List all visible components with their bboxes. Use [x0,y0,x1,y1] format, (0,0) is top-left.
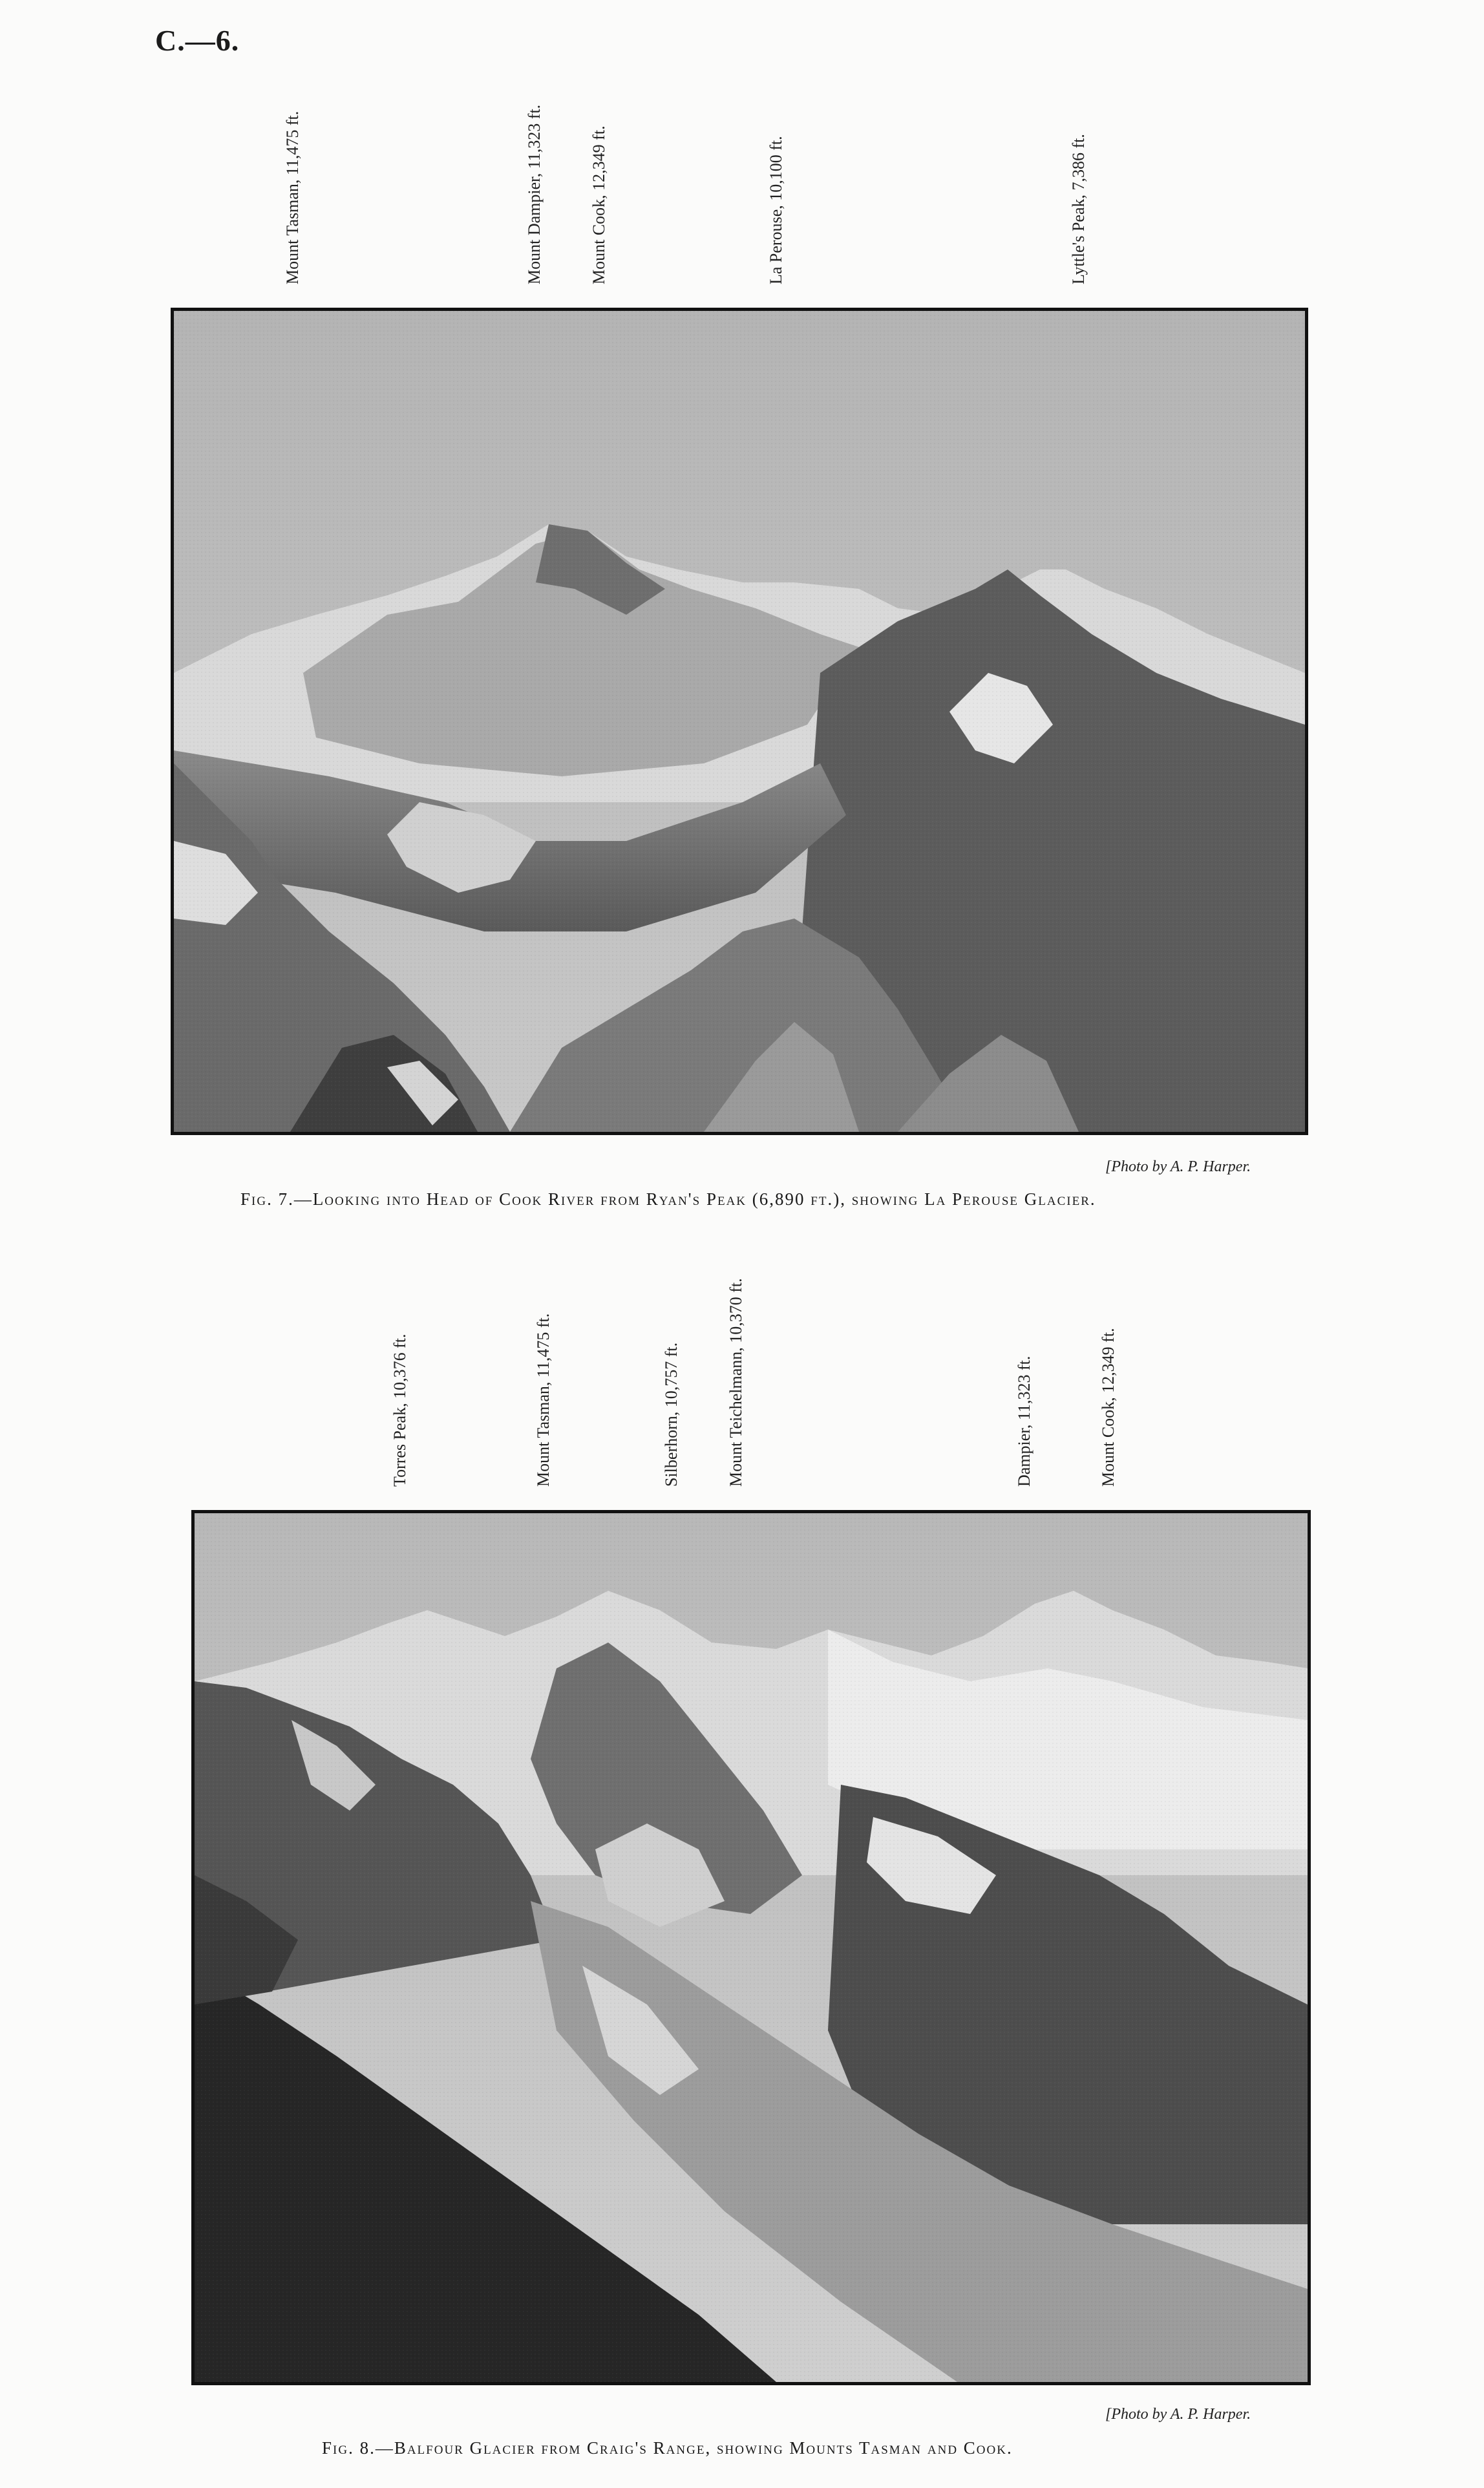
fig8-label-mount-cook: Mount Cook, 12,349 ft. [1099,1328,1118,1487]
page-code: C.—6. [155,24,240,57]
fig7-mountain-landscape [174,311,1305,1132]
fig7-label-mount-cook: Mount Cook, 12,349 ft. [589,125,608,284]
fig7-label-mount-tasman: Mount Tasman, 11,475 ft. [283,111,302,284]
fig8-photo-credit: [Photo by A. P. Harper. [1105,2406,1251,2423]
fig7-label-la-perouse: La Perouse, 10,100 ft. [767,136,785,284]
fig8-label-torres-peak: Torres Peak, 10,376 ft. [390,1334,409,1487]
fig8-label-mount-tasman: Mount Tasman, 11,475 ft. [534,1313,553,1487]
fig8-mountain-landscape [195,1513,1308,2382]
fig8-label-silberhorn: Silberhorn, 10,757 ft. [662,1342,681,1487]
fig7-label-mount-dampier: Mount Dampier, 11,323 ft. [525,104,544,284]
fig7-label-lyttles-peak: Lyttle's Peak, 7,386 ft. [1069,134,1088,284]
fig8-label-dampier: Dampier, 11,323 ft. [1015,1356,1034,1487]
fig7-photograph [171,308,1308,1135]
fig7-photo-credit: [Photo by A. P. Harper. [1105,1158,1251,1175]
fig8-photograph [191,1510,1311,2385]
fig8-caption: Fig. 8.—Balfour Glacier from Craig's Range, showing Mounts Tasman and Cook. [322,2438,1013,2458]
fig7-caption: Fig. 7.—Looking into Head of Cook River from Ryan's Peak (6,890 ft.), showing La Perouse Glacier. [240,1189,1096,1209]
fig8-label-mount-teichelmann: Mount Teichelmann, 10,370 ft. [726,1278,745,1487]
